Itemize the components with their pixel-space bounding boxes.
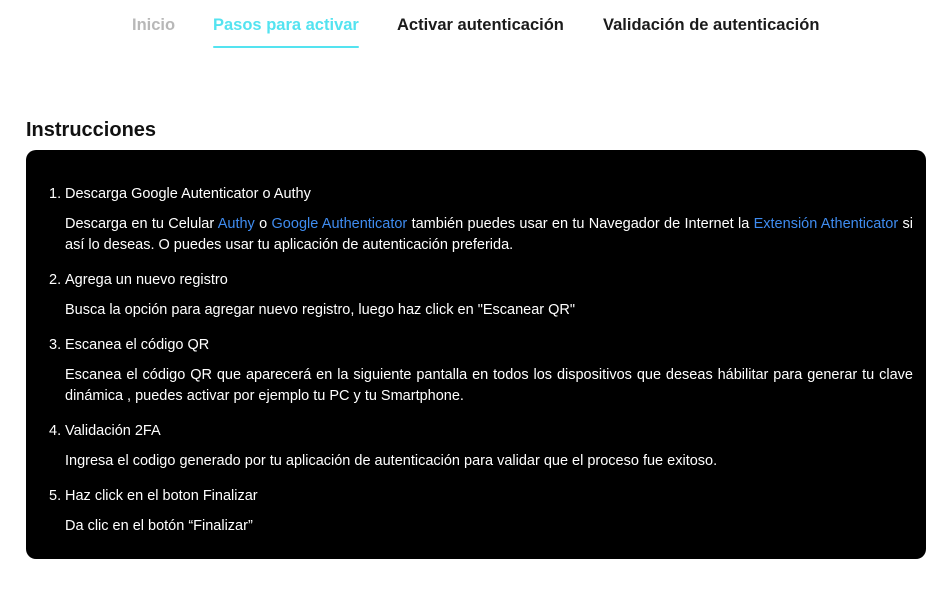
step-heading: [49, 184, 913, 204]
google-authenticator-link[interactable]: Google Authenticator: [271, 216, 408, 232]
step-number: 3.: [49, 337, 62, 353]
step-item: [49, 270, 913, 321]
step-title: Escanea el código QR: [65, 337, 210, 353]
step-item: [49, 486, 913, 537]
tab-inicio[interactable]: Inicio: [132, 16, 176, 34]
step-description: Ingresa el codigo generado por tu aplicación de autenticación para validar que el proceso fue exitoso.: [65, 453, 718, 469]
step-title: Agrega un nuevo registro: [65, 272, 228, 288]
step-description: Busca la opción para agregar nuevo registro, luego haz click en "Escanear QR": [65, 302, 576, 318]
step-item: [49, 335, 913, 407]
step-heading: [49, 270, 913, 290]
tab-validacion-autenticacion[interactable]: Validación de autenticación: [603, 16, 820, 34]
extension-authenticator-link[interactable]: Extensión Athenticator: [753, 216, 899, 232]
authy-link[interactable]: Authy: [217, 216, 255, 232]
step-number: 2.: [49, 272, 62, 288]
step-description: [65, 214, 913, 256]
tab-activar-autenticacion[interactable]: Activar autenticación: [397, 16, 564, 34]
step-heading: [49, 486, 913, 506]
step-heading: [49, 421, 913, 441]
step-number: 4.: [49, 423, 62, 439]
step-title: Validación 2FA: [65, 423, 161, 439]
steps-list: [49, 184, 913, 537]
step-text: también puedes usar en tu Navegador de Internet la: [407, 216, 754, 232]
tab-pasos-para-activar[interactable]: Pasos para activar: [213, 16, 359, 34]
instructions-panel: [26, 150, 926, 559]
step-text: Descarga en tu Celular: [65, 216, 218, 232]
step-description: Da clic en el botón “Finalizar”: [65, 518, 253, 534]
step-heading: [49, 335, 913, 355]
step-title: Descarga Google Autenticator o Authy: [65, 186, 311, 202]
step-tabs: [0, 0, 951, 60]
step-description: Escanea el código QR que aparecerá en la siguiente pantalla en todos los dispositivos que deseas hábilitar para generar tu clave dinámica , puedes activar por ejemplo tu PC y tu Smartphone.: [65, 367, 913, 404]
step-title: Haz click en el boton Finalizar: [65, 488, 258, 504]
step-text: o: [254, 216, 272, 232]
section-title: Instrucciones: [26, 119, 157, 141]
step-number: 5.: [49, 488, 62, 504]
step-number: 1.: [49, 186, 62, 202]
step-item: [49, 184, 913, 256]
step-text: si así lo deseas. O puedes usar tu aplicación de autenticación preferida.: [65, 216, 913, 253]
step-item: [49, 421, 913, 472]
